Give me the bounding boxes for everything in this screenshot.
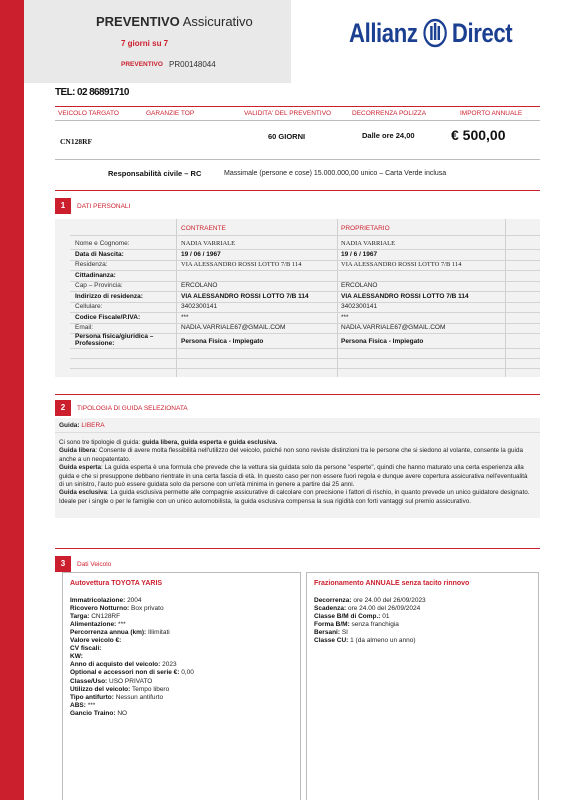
section2-title: TIPOLOGIA DI GUIDA SELEZIONATA xyxy=(77,405,188,412)
guida-rule xyxy=(55,432,540,433)
vehicle-field xyxy=(70,702,95,710)
vehicle-field xyxy=(70,694,163,702)
proprietario-value: NADIA.VARRIALE67@GMAIL.COM xyxy=(341,324,446,331)
vehicle-field-label: KW: xyxy=(70,653,83,661)
policy-field-value: SI xyxy=(340,629,348,637)
personal-field-label: Cellulare: xyxy=(75,303,103,310)
guida-description xyxy=(59,439,534,506)
contraente-value: *** xyxy=(181,313,189,321)
vehicle-field-label: Classe/Uso: xyxy=(70,677,108,685)
summary-bottom-rule xyxy=(55,159,540,160)
proprietario-value: NADIA VARRIALE xyxy=(341,240,396,247)
proprietario-header: PROPRIETARIO xyxy=(341,225,390,232)
guida-esperta-text: Guida esperta: La guida esperta è una formula che prevede che la vettura sia guidata solo da persone "esperte", quindi che hanno maturato una certa esperienza alla guida e che si presuppone debbano rientrate in una certa fascia di età. In questo caso per non essere fuori regola e dunque avere copertura assicurativa nell'eventualità di un sinistro, l'auto può essere guidata solo da persone con un'età minima in genere a partire dai 25 anni. xyxy=(59,464,528,489)
policy-field-label: Decorrenza: xyxy=(314,597,352,604)
section2-rule xyxy=(55,394,540,395)
vehicle-field-value: 2004 xyxy=(125,597,142,604)
row-rule xyxy=(70,348,540,349)
vehicle-field-value: Nessun antifurto xyxy=(113,693,164,701)
quote-number: PR00148044 xyxy=(169,60,216,69)
vehicle-field xyxy=(70,637,121,645)
vehicle-field-value: USO PRIVATO xyxy=(107,677,153,685)
policy-start: Dalle ore 24,00 xyxy=(362,131,415,140)
section3-title: Dati Veicolo xyxy=(77,561,112,568)
vehicle-field-label: Ricovero Notturno: xyxy=(70,605,130,613)
vehicle-field-value: *** xyxy=(85,701,96,709)
contraente-value: VIA ALESSANDRO ROSSI LOTTO 7/B 114 xyxy=(181,292,309,300)
row-rule xyxy=(70,358,540,359)
vehicle-field-label: Anno di acquisto del veicolo: xyxy=(70,661,161,669)
row-rule xyxy=(70,260,540,261)
section3-rule xyxy=(55,548,540,549)
policy-field-value: ore 24.00 del 26/09/2023 xyxy=(351,597,426,604)
left-accent-bar xyxy=(0,0,24,800)
guida-intro: Ci sono tre tipologie di guida: guida libera, guida esperta e guida esclusiva. xyxy=(59,439,278,446)
document-title: PREVENTIVO Assicurativo xyxy=(96,14,253,29)
personal-field-label: Email: xyxy=(75,324,94,331)
policy-field xyxy=(314,621,399,629)
vehicle-field xyxy=(70,710,127,718)
contraente-value: NADIA VARRIALE xyxy=(181,240,236,247)
policy-field xyxy=(314,613,390,621)
policy-field-label: Bersani: xyxy=(314,629,341,637)
policy-field xyxy=(314,597,426,605)
policy-field-value: ore 24.00 del 26/09/2024 xyxy=(346,605,421,613)
vehicle-field xyxy=(70,686,169,694)
allianz-direct-logo: Allianz Direct xyxy=(349,17,513,48)
vehicle-field-label: Valore veicolo €: xyxy=(70,637,122,645)
personal-field-label: Codice Fiscale/P.IVA: xyxy=(75,313,141,321)
personal-field-label: Indirizzo di residenza: xyxy=(75,292,143,300)
policy-field-label: Classe CU: xyxy=(314,637,349,645)
row-rule xyxy=(70,281,540,282)
row-rule xyxy=(70,312,540,313)
personal-field-label: Data di Nascita: xyxy=(75,250,124,258)
policy-field-label: Forma B/M: xyxy=(314,621,350,629)
personal-field-label: Residenza: xyxy=(75,261,108,268)
proprietario-value: 3402300141 xyxy=(341,303,378,310)
vehicle-field-value: 2023 xyxy=(160,661,177,669)
personal-field-label: Nome e Cognome: xyxy=(75,240,130,247)
vehicle-field-value: NO xyxy=(115,709,128,717)
service-hours: 7 giorni su 7 xyxy=(121,39,169,48)
col-veicolo-targato: VEICOLO TARGATO xyxy=(58,110,119,117)
contraente-value: 19 / 06 / 1967 xyxy=(181,250,221,258)
policy-field-label: Scadenza: xyxy=(314,605,347,613)
policy-field xyxy=(314,605,420,613)
quote-number-label: PREVENTIVO xyxy=(121,61,163,68)
vehicle-field-label: Gancio Traino: xyxy=(70,709,116,717)
row-rule xyxy=(70,323,540,324)
vehicle-field-label: ABS: xyxy=(70,701,86,709)
vehicle-field xyxy=(70,653,83,661)
proprietario-value: VIA ALESSANDRO ROSSI LOTTO 7/B 114 xyxy=(341,261,462,268)
vehicle-field-value: CN128RF xyxy=(89,613,121,621)
col-divider-1 xyxy=(176,219,177,377)
vehicle-field-value: *** xyxy=(116,621,126,629)
section3-number: 3 xyxy=(55,556,71,572)
proprietario-value: VIA ALESSANDRO ROSSI LOTTO 7/B 114 xyxy=(341,292,469,300)
vehicle-field-value: Box privato xyxy=(129,605,164,613)
personal-field-label: Cap – Provincia: xyxy=(75,282,123,289)
vehicle-field xyxy=(70,669,194,677)
quote-validity: 60 GIORNI xyxy=(268,132,306,141)
vehicle-field xyxy=(70,645,101,653)
vehicle-field-label: Optional e accessori non di serie €: xyxy=(70,669,180,677)
section2-number: 2 xyxy=(55,400,71,416)
policy-field-value: 01 xyxy=(380,613,390,621)
profession-label-1: Persona fisica/giuridica – xyxy=(75,333,154,340)
guida-esclusiva-text: Guida esclusiva: La guida esclusiva permette alle compagnie assicurative di calcolare con precisione i fattori di rischio, in quanto prevede un unico guidatore designato. Ideale per i single o per le famiglie con un unico automobilista, la guida esclusiva compensa la sua rigidità con forti vantaggi sul premio assicurativo. xyxy=(59,489,530,505)
vehicle-title: Autovettura TOYOTA YARIS xyxy=(70,580,163,587)
annual-amount: € 500,00 xyxy=(451,127,506,143)
phone-number: TEL: 02 86891710 xyxy=(55,87,129,98)
vehicle-field-label: Utilizzo del veicolo: xyxy=(70,685,131,693)
vehicle-field-value: Tempo libero xyxy=(130,685,170,693)
proprietario-value: *** xyxy=(341,313,349,321)
vehicle-field xyxy=(70,621,126,629)
vehicle-field-label: Alimentazione: xyxy=(70,621,117,629)
contraente-profession: Persona Fisica - Impiegato xyxy=(181,338,264,345)
vehicle-plate: CN128RF xyxy=(60,137,93,146)
col-divider-2 xyxy=(337,219,338,377)
vehicle-field-value: 0,00 xyxy=(179,669,194,677)
policy-field xyxy=(314,629,348,637)
vehicle-field-value: Illimitati xyxy=(146,629,170,637)
guida-libera-text: Guida libera: Consente di avere molta flessibilità nell'utilizzo del veicolo, poiché non sono reviste distinzioni tra le persone che si siedono al volante, consente la guida anche a un neopatentato. xyxy=(59,447,523,463)
vehicle-field-label: Immatricolazione: xyxy=(70,597,126,604)
rc-label: Responsabilità civile – RC xyxy=(108,169,202,178)
allianz-eagle-icon xyxy=(422,18,447,48)
col-importo: IMPORTO ANNUALE xyxy=(460,110,523,117)
section1-rule xyxy=(55,190,540,191)
policy-field-label: Classe B/M di Comp.: xyxy=(314,613,381,621)
section1-title: DATI PERSONALI xyxy=(77,203,131,210)
contraente-value: NADIA.VARRIALE67@GMAIL.COM xyxy=(181,324,286,331)
personal-field-label: Cittadinanza: xyxy=(75,271,116,279)
profession-label-2: Professione: xyxy=(75,340,115,347)
row-rule xyxy=(70,249,540,250)
vehicle-field xyxy=(70,629,170,637)
summary-header-rule xyxy=(55,120,540,121)
col-decorrenza: DECORRENZA POLIZZA xyxy=(352,110,427,117)
vehicle-field xyxy=(70,597,142,605)
proprietario-value: 19 / 6 / 1967 xyxy=(341,250,378,258)
proprietario-profession: Persona Fisica - Impiegato xyxy=(341,338,424,345)
row-rule xyxy=(70,235,540,236)
vehicle-field xyxy=(70,661,177,669)
policy-title: Frazionamento ANNUALE senza tacito rinnovo xyxy=(314,580,470,587)
proprietario-value: ERCOLANO xyxy=(341,282,378,289)
row-rule xyxy=(70,270,540,271)
vehicle-field-label: CV fiscali: xyxy=(70,645,102,653)
contraente-value: ERCOLANO xyxy=(181,282,218,289)
contraente-value: VIA ALESSANDRO ROSSI LOTTO 7/B 114 xyxy=(181,261,302,268)
policy-field xyxy=(314,637,416,645)
contraente-value: 3402300141 xyxy=(181,303,218,310)
section1-number: 1 xyxy=(55,198,71,214)
vehicle-field xyxy=(70,613,120,621)
quote-header xyxy=(24,0,291,83)
vehicle-field-label: Targa: xyxy=(70,613,90,621)
rc-value: Massimale (persone e cose) 15.000.000,00 unico – Carta Verde inclusa xyxy=(224,170,447,177)
col-garanzie-top: GARANZIE TOP xyxy=(146,110,195,117)
summary-top-rule xyxy=(55,106,540,107)
policy-field-value: 1 (da almeno un anno) xyxy=(348,637,416,645)
guida-selected: Guida: LIBERA xyxy=(59,422,105,429)
vehicle-field xyxy=(70,678,152,686)
policy-field-value: senza franchigia xyxy=(349,621,399,629)
col-validita: VALIDITA' DEL PREVENTIVO xyxy=(244,110,332,117)
vehicle-field-label: Tipo antifurto: xyxy=(70,693,114,701)
vehicle-field xyxy=(70,605,164,613)
col-divider-3 xyxy=(505,219,506,377)
contraente-header: CONTRAENTE xyxy=(181,225,226,232)
vehicle-field-label: Percorrenza annua (km): xyxy=(70,629,147,637)
row-rule xyxy=(70,302,540,303)
row-rule xyxy=(70,368,540,369)
